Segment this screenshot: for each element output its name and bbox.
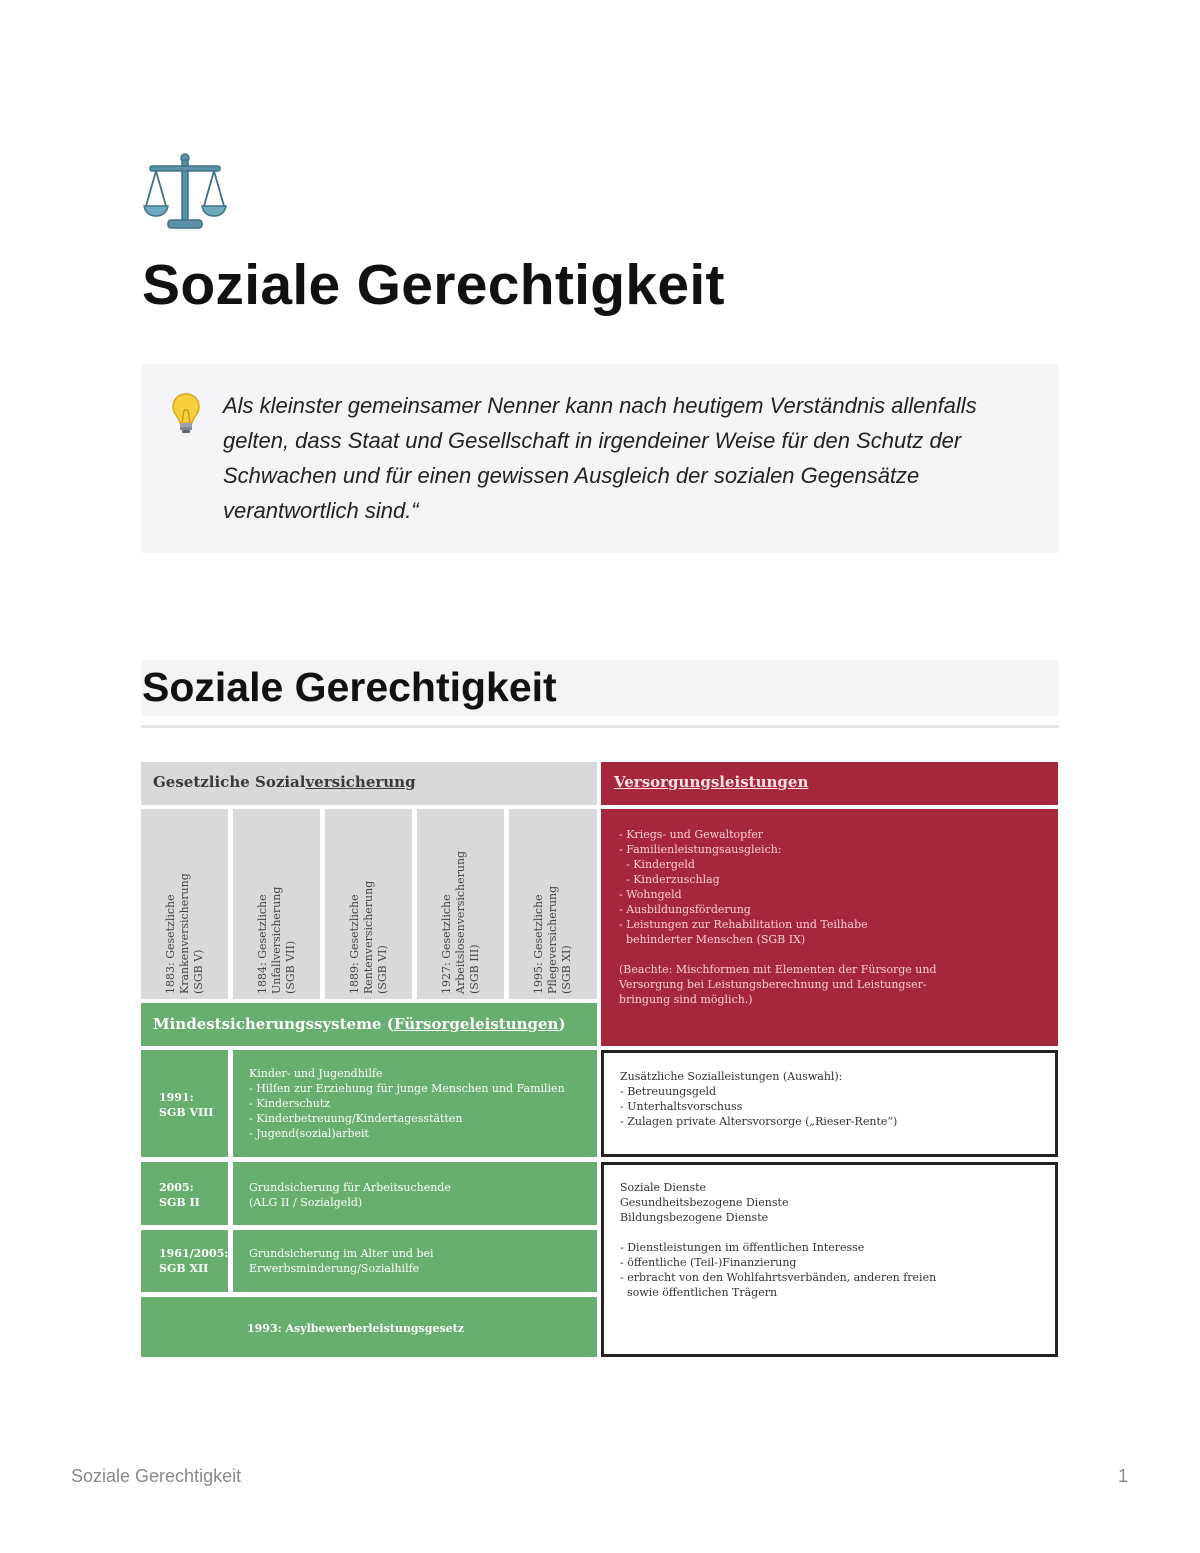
section-divider <box>141 725 1059 728</box>
row-year: 1961/2005: SGB XII <box>159 1247 229 1275</box>
asyl-cell <box>141 1297 597 1357</box>
insurance-column-unemployment <box>417 809 504 999</box>
light-bulb-icon <box>171 392 201 436</box>
quote-callout <box>141 364 1059 553</box>
mindestsicherung-title: Mindestsicherungssysteme (Fürsorgeleistungen) <box>153 1015 566 1033</box>
asyl-text: 1993: Asylbewerberleistungsgesetz <box>247 1322 464 1335</box>
section-heading <box>141 660 1059 716</box>
versorgung-text: - Kriegs- und Gewaltopfer - Familienleistungsausgleich: - Kindergeld - Kinderzuschlag - Wohngeld - Ausbildungsförderung - Leistungen zur Rehabilitation und Teilhabe behinderter Menschen (SGB IX) (Beachte: Mischformen mit Elementen der Fürsorge und Versorgung bei Leistungsberechnung und Leistungser- bringung sind möglich.) <box>619 828 937 1006</box>
page-title: Soziale Gerechtigkeit <box>142 253 725 317</box>
insurance-column-label: 1927: Gesetzliche Arbeitslosenversicherung (SGB III) <box>439 850 481 994</box>
sgb12-text-cell <box>233 1230 597 1292</box>
mindestsicherung-header <box>141 1003 597 1046</box>
row-text: Kinder- und Jugendhilfe - Hilfen zur Erziehung für junge Menschen und Familien - Kinderschutz - Kinderbetreuung/Kindertagesstätten - Jugend(sozial)arbeit <box>249 1067 565 1140</box>
zusaetzliche-leistungen-box <box>601 1050 1058 1157</box>
insurance-column-care <box>509 809 597 999</box>
soziale-dienste-box <box>601 1162 1058 1357</box>
zusaetzliche-leistungen-text: Zusätzliche Sozialleistungen (Auswahl): - Betreuungsgeld - Unterhaltsvorschuss - Zulagen private Altersvorsorge („Rieser-Rente“) <box>620 1070 898 1128</box>
versorgung-header <box>601 762 1058 805</box>
row-year: 2005: SGB II <box>159 1181 200 1209</box>
footer-page-number: 1 <box>1118 1466 1129 1486</box>
footer-doc-title: Soziale Gerechtigkeit <box>71 1466 242 1486</box>
insurance-column-pension <box>325 809 412 999</box>
soziale-dienste-text: Soziale Dienste Gesundheitsbezogene Dienste Bildungsbezogene Dienste - Dienstleistungen im öffentlichen Interesse - öffentliche (Teil-)Finanzierung - erbracht von den Wohlfahrtsverbänden, anderen freien sowie öffentlichen Trägern <box>620 1181 937 1299</box>
sozialversicherung-title: Gesetzliche Sozialversicherung <box>153 773 416 791</box>
insurance-column-label: 1884: Gesetzliche Unfallversicherung (SGB VII) <box>255 886 297 994</box>
sozialversicherung-header <box>141 762 597 805</box>
section-heading-text: Soziale Gerechtigkeit <box>142 664 557 710</box>
versorgung-title: Versorgungsleistungen <box>614 773 809 791</box>
sgb12-year-cell <box>141 1230 228 1292</box>
row-text: Grundsicherung im Alter und bei Erwerbsminderung/Sozialhilfe <box>249 1247 434 1275</box>
insurance-column-accident <box>233 809 320 999</box>
insurance-column-label: 1889: Gesetzliche Rentenversicherung (SGB VI) <box>347 880 389 994</box>
insurance-column-health <box>141 809 228 999</box>
social-system-diagram <box>141 762 1059 1358</box>
balance-scale-icon <box>142 152 228 234</box>
insurance-column-label: 1995: Gesetzliche Pflegeversicherung (SGB XI) <box>532 885 573 994</box>
row-year: 1991: SGB VIII <box>159 1091 214 1119</box>
callout-text: Als kleinster gemeinsamer Nenner kann nach heutigem Verständnis allenfalls gelten, dass Staat und Gesellschaft in irgendeiner Weise für den Schutz der Schwachen und für einen gewissen Ausgleich der sozialen Gegensätze verantwortlich sind.“ <box>223 393 977 523</box>
row-text: Grundsicherung für Arbeitsuchende (ALG II / Sozialgeld) <box>249 1181 451 1209</box>
sgb8-text-cell <box>233 1050 597 1157</box>
sgb2-year-cell <box>141 1162 228 1225</box>
insurance-column-label: 1883: Gesetzliche Krankenversicherung (SGB V) <box>163 873 205 994</box>
versorgung-body <box>601 809 1058 1046</box>
sgb2-text-cell <box>233 1162 597 1225</box>
sgb8-year-cell <box>141 1050 228 1157</box>
